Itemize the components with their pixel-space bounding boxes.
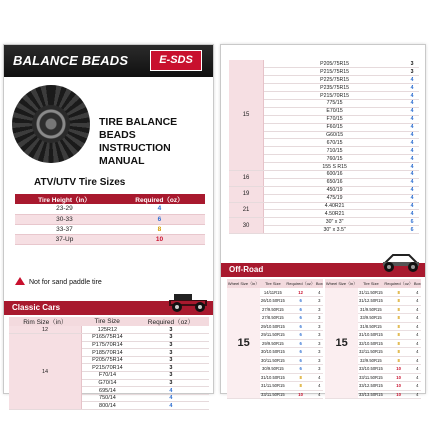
tire-size-cell: 600/16 [264,170,405,178]
sand-tire-note-text: Not for sand paddle tire [29,279,102,286]
table-row [229,202,419,210]
wheel-size-cell: 15 [325,288,358,399]
rim-size-cell: 16 [229,170,264,186]
required-oz-cell: 10 [384,373,414,382]
box-count-cell: 4 [414,305,421,314]
table-row [229,60,419,68]
classic-cars-bar: Classic Cars [4,301,213,315]
tire-size-cell: P215/70R15 [264,92,405,100]
brand-name: BALANCE BEADS [13,53,129,68]
tire-height-cell: 30-33 [15,214,114,224]
box-count-cell: 3 [316,305,323,314]
tire-size-cell: 27/8.50R15 [262,315,284,321]
classic-car-icon [166,289,210,313]
tire-size-cell: 30/9.50R15 [262,366,284,372]
box-count-cell: 4 [414,348,421,357]
tire-size-cell: G60/15 [264,131,405,139]
box-count-cell: 4 [414,382,421,391]
tire-size-cell: 31/12.50R15 [358,298,383,304]
box-count-cell: 4 [316,373,323,382]
required-oz-cell: 8 [286,373,316,382]
tire-size-cell: 29/11.50R15 [261,332,285,338]
required-oz-cell: 10 [114,234,205,244]
tire-size-cell: 155 S R15 [264,163,405,171]
offroad-col-box: Box [315,281,323,286]
rim-size-cell: 12 [9,326,82,334]
box-count-cell: 3 [316,322,323,331]
required-oz-cell: 3 [133,364,209,372]
required-oz-cell: 4 [133,394,209,402]
required-oz-cell: 4 [405,139,419,147]
off-road-left-body [227,288,323,399]
required-oz-cell: 10 [286,390,316,399]
required-oz-cell: 12 [286,288,316,297]
required-oz-cell: 3 [405,60,419,68]
required-oz-cell: 3 [133,341,209,349]
required-oz-cell: 6 [286,339,316,348]
tire-size-cell: 710/15 [264,147,405,155]
required-oz-cell: 8 [384,348,414,357]
tire-size-cell: 14/11R15 [260,288,285,297]
tire-size-cell: 29/10.50R15 [260,323,285,329]
tire-size-cell: P215/75R15 [264,68,405,76]
required-oz-cell: 4 [405,163,419,171]
required-oz-cell: 6 [286,314,316,323]
table-row [15,214,205,224]
classic-col-required: Required（oz） [133,317,209,326]
table-row [15,204,205,214]
offroad-col-wheel: Wheel Size（in） [325,279,358,288]
rim-size-table [229,60,419,234]
tire-size-cell: 750/14 [82,394,133,402]
manual-title-line2: INSTRUCTION MANUAL [99,142,171,167]
tire-size-cell: 475/19 [264,194,405,202]
table-row [227,288,323,297]
required-oz-cell: 4 [405,178,419,186]
required-oz-cell: 4 [114,204,205,214]
required-oz-cell: 4 [405,210,419,218]
required-oz-cell: 4 [405,155,419,163]
off-road-buggy-icon [379,251,423,273]
required-oz-cell: 3 [405,68,419,76]
tire-image [12,85,90,163]
table-row [9,326,209,334]
atv-table-body [15,204,205,244]
box-count-cell: 4 [414,322,421,331]
left-manual-page [3,44,214,409]
tire-size-cell: P205/75R15 [264,60,405,68]
brand-banner [4,45,213,77]
tire-size-cell: 31/10.50R15 [260,374,285,380]
sand-tire-note [15,277,102,286]
tire-size-cell: 30/10.50R15 [260,349,285,355]
required-oz-cell: 8 [384,339,414,348]
required-oz-cell: 6 [286,305,316,314]
required-oz-cell: 8 [384,356,414,365]
required-oz-cell: 4 [133,387,209,395]
tire-size-cell: 695/14 [82,387,133,395]
required-oz-cell: 8 [114,224,205,234]
table-row [229,170,419,178]
tire-size-cell: 31/10.50R15 [358,332,383,338]
required-oz-cell: 3 [133,379,209,387]
tire-size-cell: 33/9.50R15 [360,315,382,321]
classic-cars-table [9,317,209,410]
atv-section-title: ATV/UTV Tire Sizes [34,177,126,188]
off-road-table-right [325,279,421,399]
warning-icon [15,277,25,285]
required-oz-cell: 4 [405,186,419,194]
rim-size-cell: 30 [229,218,264,234]
required-oz-cell: 4 [405,99,419,107]
required-oz-cell: 6 [286,356,316,365]
atv-size-table [15,194,205,245]
box-count-cell: 4 [414,373,421,382]
manual-title-line1: TIRE BALANCE BEADS [99,116,178,141]
box-count-cell: 4 [316,382,323,391]
required-oz-cell: 10 [384,382,414,391]
required-oz-cell: 3 [133,334,209,342]
tire-size-cell: P235/75R15 [264,84,405,92]
box-count-cell: 3 [316,339,323,348]
required-oz-cell: 6 [114,214,205,224]
tire-size-cell: 4.40R21 [264,202,405,210]
offroad-col-wheel: Wheel Size（in） [227,279,260,288]
tire-height-cell: 37-Up [15,234,114,244]
required-oz-cell: 4 [405,194,419,202]
tire-size-cell: 33/10.50R15 [358,366,383,372]
classic-col-tire: Tire Size [82,317,133,326]
required-oz-cell: 3 [133,326,209,334]
tire-size-cell: 31/11.50R15 [359,289,383,295]
required-oz-cell: 6 [405,218,419,226]
required-oz-cell: 3 [133,349,209,357]
tire-size-cell: 27/9.50R15 [262,306,284,312]
tire-size-cell: 450/19 [264,186,405,194]
rim-size-cell: 14 [9,334,82,410]
box-count-cell: 4 [414,339,421,348]
tire-size-cell: 670/15 [264,139,405,147]
required-oz-cell: 4 [405,76,419,84]
tire-size-cell: P175/70R14 [82,341,133,349]
offroad-col-tire: Tire Size [358,279,383,288]
required-oz-cell: 8 [384,331,414,340]
atv-col-required: Required（oz） [114,194,205,204]
off-road-bar: Off-Road [221,263,425,277]
box-count-cell: 4 [414,356,421,365]
tire-size-cell: 30" x 3.5" [264,226,405,234]
required-oz-cell: 8 [384,297,414,306]
required-oz-cell: 3 [133,372,209,380]
tire-size-cell: P225/75R15 [264,76,405,84]
table-row [229,186,419,194]
tire-size-cell: P215/70R14 [82,364,133,372]
required-oz-cell: 6 [286,331,316,340]
brand-logo: E-SDS [150,50,202,71]
atv-col-height: Tire Height（in） [15,194,114,204]
tire-size-cell: F70/14 [82,372,133,380]
required-oz-cell: 4 [405,131,419,139]
required-oz-cell: 4 [405,202,419,210]
tire-rim [32,105,70,143]
tire-size-cell: G70/14 [82,379,133,387]
tire-size-cell: P205/75R14 [82,356,133,364]
box-count-cell: 4 [414,314,421,323]
tire-size-cell: E70/15 [264,107,405,115]
tire-size-cell: 33/11.50R15 [261,391,285,397]
box-count-cell: 4 [414,331,421,340]
table-row [229,218,419,226]
tire-size-cell: F70/15 [264,115,405,123]
required-oz-cell: 10 [384,365,414,374]
tire-size-cell: F60/15 [264,123,405,131]
box-count-cell: 4 [316,288,323,297]
required-oz-cell: 6 [286,297,316,306]
required-oz-cell: 6 [286,322,316,331]
required-oz-cell: 6 [286,348,316,357]
tire-size-cell: 30/11.50R15 [261,357,285,363]
required-oz-cell: 4 [405,115,419,123]
tire-size-cell: 31/11.50R15 [261,383,285,389]
tire-size-cell: 775/15 [264,99,405,107]
box-count-cell: 3 [316,331,323,340]
required-oz-cell: 6 [405,226,419,234]
offroad-col-tire: Tire Size [260,279,285,288]
tire-size-cell: 31/9.50R15 [360,306,382,312]
required-oz-cell: 8 [384,305,414,314]
required-oz-cell: 3 [133,356,209,364]
tire-size-cell: P165/75R14 [82,334,133,342]
wheel-size-cell: 15 [227,288,260,399]
required-oz-cell: 4 [133,402,209,410]
required-oz-cell: 8 [384,314,414,323]
off-road-right-body [325,288,421,399]
tire-size-cell: 29/9.50R15 [262,340,284,346]
box-count-cell: 3 [316,348,323,357]
tire-height-cell: 23-29 [15,204,114,214]
off-road-table-left [227,279,323,399]
rim-size-cell: 19 [229,186,264,202]
manual-title [99,116,213,168]
tire-size-cell: 30" x 3" [264,218,405,226]
required-oz-cell: 8 [384,288,414,297]
required-oz-cell: 4 [405,107,419,115]
required-oz-cell: 4 [405,92,419,100]
required-oz-cell: 4 [405,123,419,131]
tire-size-cell: 650/16 [264,178,405,186]
table-row [325,288,421,297]
rim-size-cell: 15 [229,60,264,170]
tire-size-cell: 760/15 [264,155,405,163]
rim-size-body [229,60,419,234]
offroad-col-required: Required（oz） [384,279,414,288]
box-count-cell: 3 [316,297,323,306]
box-count-cell: 3 [316,356,323,365]
required-oz-cell: 8 [286,382,316,391]
tire-size-cell: 800/14 [82,402,133,410]
tire-size-cell: 26/10.50R15 [260,298,285,304]
required-oz-cell: 6 [286,365,316,374]
tire-height-cell: 33-37 [15,224,114,234]
table-row [15,224,205,234]
tire-size-cell: 33/11.50R15 [359,374,383,380]
box-count-cell: 4 [316,390,323,399]
required-oz-cell: 8 [384,322,414,331]
tire-size-cell: 31/8.50R15 [360,323,382,329]
classic-col-rim: Rim Size（in） [9,317,82,326]
tire-size-cell: 32/9.50R15 [360,357,382,363]
required-oz-cell: 4 [405,147,419,155]
tire-size-cell: P185/70R14 [82,349,133,357]
tire-size-cell: 32/10.50R15 [358,340,383,346]
tire-size-cell: 33/13.50R15 [358,391,383,397]
box-count-cell: 4 [414,365,421,374]
required-oz-cell: 4 [405,170,419,178]
box-count-cell: 4 [414,390,421,399]
rim-size-cell: 21 [229,202,264,218]
box-count-cell: 4 [414,297,421,306]
offroad-col-box: Box [413,281,421,286]
tire-size-cell: 4.50R21 [264,210,405,218]
required-oz-cell: 10 [384,390,414,399]
box-count-cell: 3 [316,314,323,323]
classic-cars-body [9,326,209,410]
table-row [9,334,209,342]
offroad-col-required: Required（oz） [286,279,316,288]
box-count-cell: 4 [414,288,421,297]
required-oz-cell: 4 [405,84,419,92]
box-count-cell: 3 [316,365,323,374]
tire-size-cell: 125R12 [82,326,133,334]
right-manual-page [220,44,426,397]
tire-size-cell: 33/12.50R15 [358,383,383,389]
table-row [15,234,205,244]
tire-size-cell: 32/11.50R15 [359,349,383,355]
